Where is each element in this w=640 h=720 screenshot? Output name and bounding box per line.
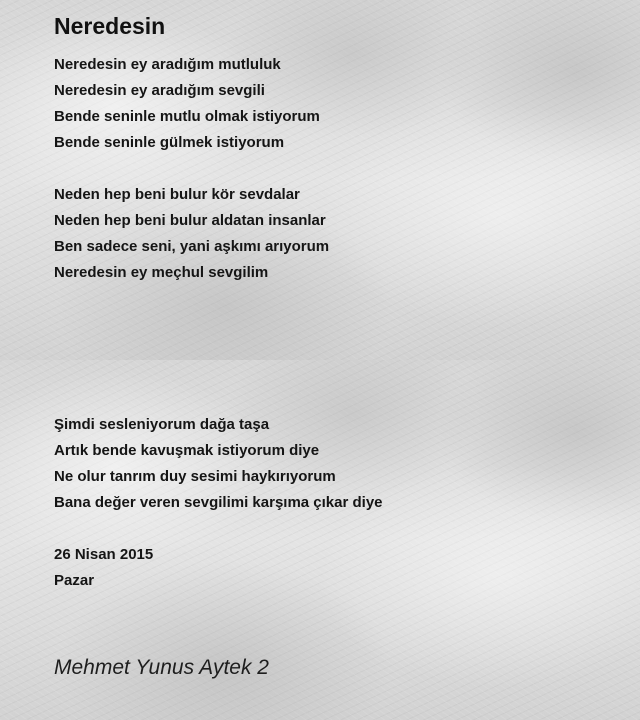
- poem-line: Bende seninle gülmek istiyorum: [54, 134, 285, 151]
- stanza-2: [54, 182, 329, 286]
- poem-title: Neredesin: [54, 13, 166, 39]
- stanza-3: [54, 412, 383, 516]
- poem-line: Neredesin ey aradığım sevgili: [54, 82, 265, 99]
- poem-line: Ne olur tanrım duy sesimi haykırıyorum: [54, 468, 336, 485]
- poem-card-bottom: [0, 360, 640, 720]
- poem-line: Bana değer veren sevgilimi karşıma çıkar diye: [54, 494, 383, 511]
- poem-line: Artık bende kavuşmak istiyorum diye: [54, 442, 320, 459]
- poem-line: Ben sadece seni, yani aşkımı arıyorum: [54, 238, 330, 255]
- poem-line: Neredesin ey aradığım mutluluk: [54, 56, 281, 73]
- poem-line: Neden hep beni bulur aldatan insanlar: [54, 212, 326, 229]
- poem-date-block: [54, 542, 153, 594]
- poem-line: Bende seninle mutlu olmak istiyorum: [54, 108, 320, 125]
- poem-weekday: Pazar: [54, 572, 95, 589]
- poem-line: Neredesin ey meçhul sevgilim: [54, 264, 269, 281]
- poem-line: Neden hep beni bulur kör sevdalar: [54, 186, 300, 203]
- poem-date: 26 Nisan 2015: [54, 546, 154, 563]
- stanza-1: [54, 52, 320, 156]
- poem-author: Mehmet Yunus Aytek 2: [54, 656, 269, 679]
- poem-line: Şimdi sesleniyorum dağa taşa: [54, 416, 270, 433]
